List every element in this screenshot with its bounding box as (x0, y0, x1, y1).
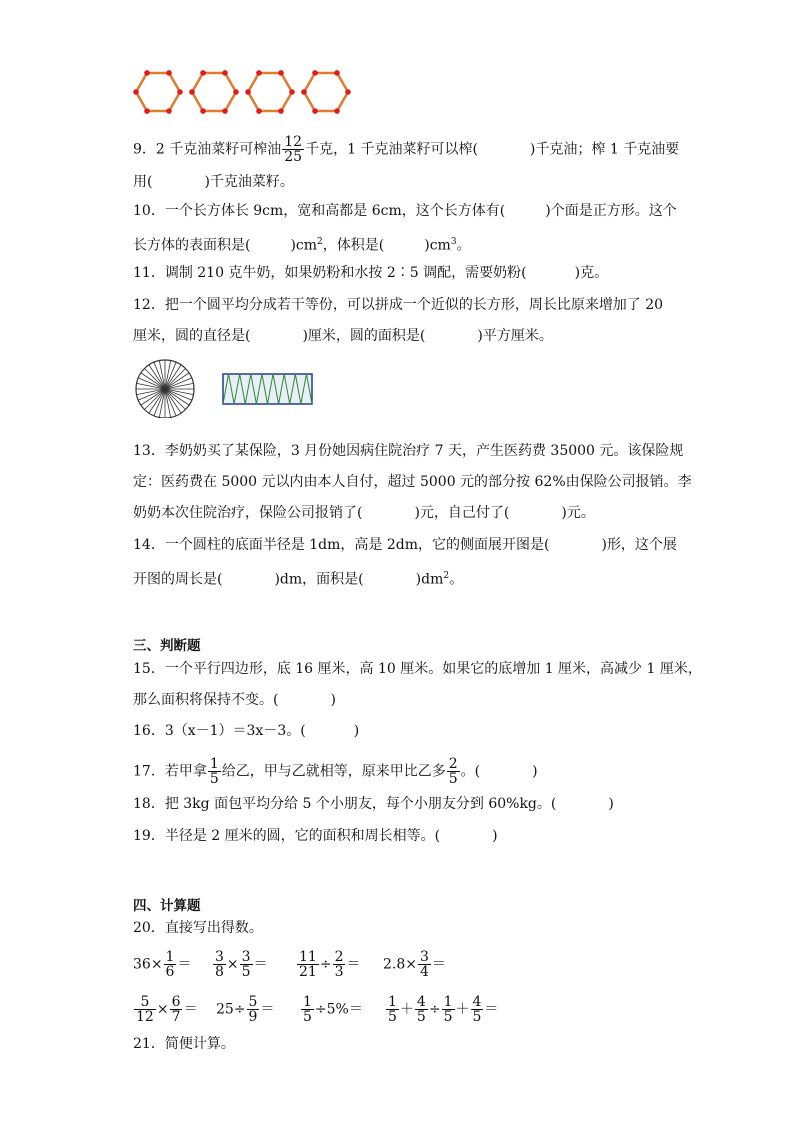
question-11: 11．调制 210 克牛奶，如果奶粉和水按 2∶5 调配，需要奶粉( )克。 (133, 265, 609, 281)
fraction: $\frac{11}{21}$ (299, 949, 317, 980)
calc-expression-8: $\frac{1}{5}$ ＋ $\frac{4}{5}$ ÷ $\frac{1}{5}$ ＋ $\frac{4}{5}$ ＝ (388, 994, 499, 1025)
fraction-1-5: $\frac{1}{5}$ (209, 756, 219, 787)
fraction: $\frac{6}{7}$ (171, 994, 181, 1025)
approx-rectangle (223, 374, 312, 404)
question-15-line-2: 那么面积将保持不变。( ) (133, 692, 336, 708)
hexagon-vertex-dot (177, 89, 183, 95)
question-15-line-1: 15．一个平行四边形，底 16 厘米，高 10 厘米。如果它的底增加 1 厘米，高减少 1 厘米， (133, 661, 702, 677)
fraction: $\frac{5}{12}$ (136, 994, 154, 1025)
calc-expression-4: 2.8× $\frac{3}{4}$ ＝ (383, 949, 446, 980)
question-14-line-1: 14．一个圆柱的底面半径是 1dm，高是 2dm，它的侧面展开图是( )形，这个展 (133, 537, 677, 553)
hexagon-vertex-dot (189, 89, 195, 95)
fraction-12-25: $\frac{12}{25}$ (284, 134, 303, 165)
question-17: 17．若甲拿 $\frac{1}{5}$ 给乙，甲与乙就相等，原来甲比乙多 $\frac{2}{5}$ 。( ) (133, 756, 538, 787)
question-13-line-2: 定：医药费在 5000 元以内由本人自付，超过 5000 元的部分按 62%由保险公司报销。李 (133, 474, 692, 490)
hexagon-vertex-dot (200, 70, 206, 76)
hexagon-vertex-dot (312, 108, 318, 114)
calc-expression-1: 36× $\frac{1}{6}$ ＝ (133, 949, 192, 980)
hexagon-shape (136, 73, 180, 111)
hexagon-vertex-dot (144, 70, 150, 76)
question-13-line-3: 奶奶本次住院治疗，保险公司报销了( )元，自己付了( )元。 (133, 505, 595, 521)
hexagon-shape (248, 73, 292, 111)
question-14-line-2: 开图的周长是( )dm，面积是( )$dm^2$。 (133, 571, 464, 588)
hexagon-vertex-dot (144, 108, 150, 114)
question-9-line-1: 9．2 千克油菜籽可榨油 $\frac{12}{25}$ 千克，1 千克油菜籽可以榨( )千克油；榨 1 千克油要 (133, 134, 680, 165)
fraction: $\frac{2}{3}$ (334, 949, 344, 980)
hexagon-shape (192, 73, 236, 111)
fraction: $\frac{4}{5}$ (472, 994, 482, 1025)
hexagon-vertex-dot (334, 70, 340, 76)
hexagon-vertex-dot (312, 70, 318, 76)
hexagon-vertex-dot (166, 70, 172, 76)
question-12-line-1: 12．把一个圆平均分成若干等份，可以拼成一个近似的长方形，周长比原来增加了 20 (133, 297, 664, 313)
fraction: $\frac{3}{4}$ (420, 949, 429, 980)
fraction: $\frac{5}{9}$ (248, 994, 258, 1025)
fraction: $\frac{3}{5}$ (241, 949, 251, 980)
question-19: 19．半径是 2 厘米的圆，它的面积和周长相等。( ) (133, 828, 498, 844)
hexagon-vertex-dot (166, 108, 172, 114)
fraction: $\frac{1}{5}$ (388, 994, 397, 1025)
hexagon-vertex-dot (233, 89, 239, 95)
fraction: $\frac{1}{5}$ (443, 994, 453, 1025)
hexagon-vertex-dot (256, 108, 262, 114)
fraction-2-5: $\frac{2}{5}$ (448, 756, 458, 787)
hexagon-vertex-dot (334, 108, 340, 114)
hexagon-figure (128, 66, 368, 116)
hexagon-vertex-dot (345, 89, 351, 95)
fraction: $\frac{4}{5}$ (416, 994, 426, 1025)
circle-sectors-figure (135, 358, 335, 418)
question-13-line-1: 13．李奶奶买了某保险，3 月份她因病住院治疗 7 天，产生医药费 35000 元。该保险规 (133, 443, 684, 459)
calc-expression-2: $\frac{3}{8}$ × $\frac{3}{5}$ ＝ (215, 949, 268, 980)
hexagon-vertex-dot (200, 108, 206, 114)
question-10-line-1: 10．一个长方体长 9cm，宽和高都是 6cm，这个长方体有( )个面是正方形。这个 (133, 203, 677, 219)
question-21: 21．简便计算。 (133, 1036, 235, 1052)
hexagon-vertex-dot (278, 70, 284, 76)
question-9-line-2: 用( )千克油菜籽。 (133, 174, 294, 190)
hexagon-vertex-dot (222, 70, 228, 76)
calc-expression-6: 25÷ $\frac{5}{9}$ ＝ (216, 994, 275, 1025)
hexagon-vertex-dot (289, 89, 295, 95)
calc-expression-5: $\frac{5}{12}$ × $\frac{6}{7}$ ＝ (136, 994, 198, 1025)
fraction: $\frac{3}{8}$ (215, 949, 224, 980)
calc-expression-3: $\frac{11}{21}$ ÷ $\frac{2}{3}$ ＝ (299, 949, 361, 980)
hexagon-vertex-dot (245, 89, 251, 95)
question-10-line-2: 长方体的表面积是( )$cm^2$，体积是( )$cm^3$。 (133, 237, 471, 254)
calc-expression-7: $\frac{1}{5}$ ÷5%＝ (303, 994, 363, 1025)
question-12-line-2: 厘米，圆的直径是( )厘米，圆的面积是( )平方厘米。 (133, 328, 553, 344)
hexagon-vertex-dot (278, 108, 284, 114)
fraction: $\frac{1}{5}$ (303, 994, 312, 1025)
section-heading-judgement: 三、判断题 (133, 638, 201, 654)
hexagon-vertex-dot (301, 89, 307, 95)
question-16: 16．3（x－1）＝3x－3。( ) (133, 723, 360, 739)
hexagon-vertex-dot (256, 70, 262, 76)
question-20: 20．直接写出得数。 (133, 920, 263, 936)
fraction: $\frac{1}{6}$ (165, 949, 175, 980)
section-heading-calculation: 四、计算题 (133, 898, 201, 914)
hexagon-vertex-dot (133, 89, 139, 95)
hexagon-shape (304, 73, 348, 111)
question-18: 18．把 3kg 面包平均分给 5 个小朋友，每个小朋友分到 60%kg。( ) (133, 796, 614, 812)
hexagon-vertex-dot (222, 108, 228, 114)
